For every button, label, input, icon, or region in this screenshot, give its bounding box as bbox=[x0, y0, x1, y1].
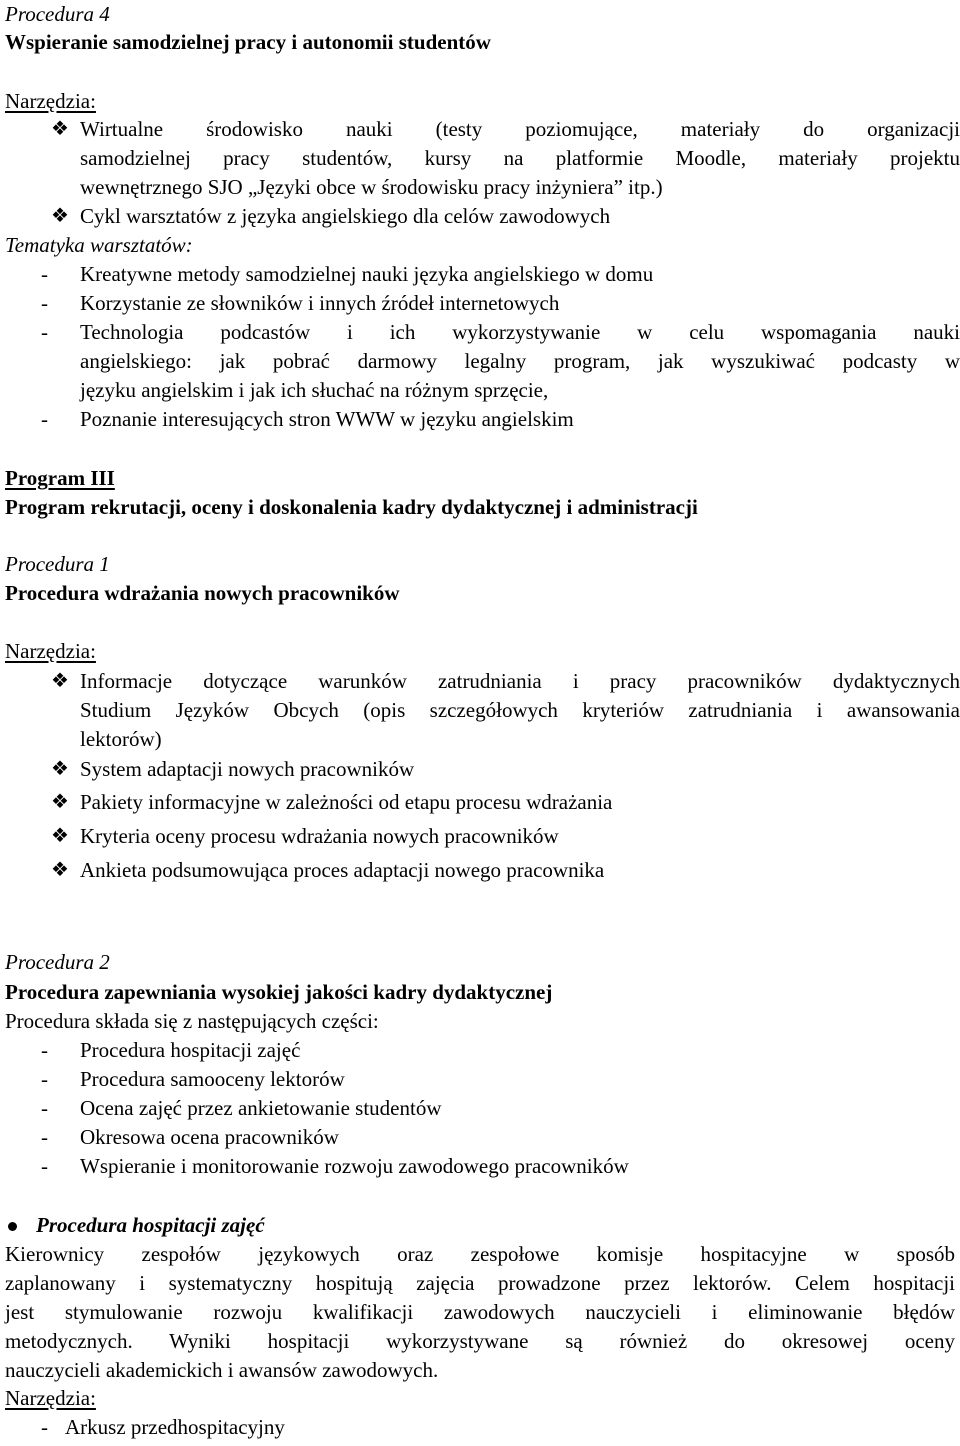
tool-item: Ankieta podsumowująca proces adaptacji nowego pracownika bbox=[80, 858, 605, 882]
dash-bullet: - bbox=[41, 1067, 48, 1091]
tool-item-line: Wirtualne środowisko nauki (testy poziomujące, materiały do organizacji bbox=[80, 117, 960, 141]
tool-item: System adaptacji nowych pracowników bbox=[80, 757, 415, 781]
procedure-title: Wspieranie samodzielnej pracy i autonomii studentów bbox=[5, 30, 491, 54]
dash-bullet: - bbox=[41, 1038, 48, 1062]
procedure-title: Procedura zapewniania wysokiej jakości kadry dydaktycznej bbox=[5, 980, 553, 1004]
tools-heading: Narzędzia: bbox=[5, 89, 96, 113]
tool-item-line: Studium Języków Obcych (opis szczegółowych kryteriów zatrudniania i awansowania bbox=[80, 698, 960, 722]
program-label: Program III bbox=[5, 466, 115, 490]
tool-item: Pakiety informacyjne w zależności od etapu procesu wdrażania bbox=[80, 790, 613, 814]
paragraph-line: jest stymulowanie rozwoju kwalifikacji zawodowych nauczycieli i eliminowanie błędów bbox=[5, 1300, 955, 1324]
tool-item-line: samodzielnej pracy studentów, kursy na platformie Moodle, materiały projektu bbox=[80, 146, 960, 170]
part-item: Okresowa ocena pracowników bbox=[80, 1125, 339, 1149]
procedure-title: Procedura wdrażania nowych pracowników bbox=[5, 581, 400, 605]
tool-item-line: Informacje dotyczące warunków zatrudniania i pracy pracowników dydaktycznych bbox=[80, 669, 960, 693]
topic-item: Kreatywne metody samodzielnej nauki języka angielskiego w domu bbox=[80, 262, 654, 286]
procedure-label: Procedura 1 bbox=[5, 552, 110, 576]
dash-bullet: - bbox=[41, 1154, 48, 1178]
procedure-label: Procedura 2 bbox=[5, 950, 110, 974]
dash-bullet: - bbox=[41, 291, 48, 315]
tool-item: Kryteria oceny procesu wdrażania nowych pracowników bbox=[80, 824, 559, 848]
paragraph-line: metodycznych. Wyniki hospitacji wykorzystywane są również do okresowej oceny bbox=[5, 1329, 955, 1353]
diamond-bullet-icon: ❖ bbox=[51, 823, 69, 847]
dash-bullet: - bbox=[41, 1096, 48, 1120]
program-title: Program rekrutacji, oceny i doskonalenia kadry dydaktycznej i administracji bbox=[5, 495, 698, 519]
dash-bullet: - bbox=[41, 320, 48, 344]
subsection-title: Procedura hospitacji zajęć bbox=[36, 1213, 265, 1237]
tool-item-line: wewnętrznego SJO „Języki obce w środowisku pracy inżyniera” itp.) bbox=[80, 175, 663, 199]
part-item: Procedura hospitacji zajęć bbox=[80, 1038, 301, 1062]
tool-item: Cykl warsztatów z języka angielskiego dla celów zawodowych bbox=[80, 204, 611, 228]
diamond-bullet-icon: ❖ bbox=[51, 756, 69, 780]
tool-item: Arkusz przedhospitacyjny bbox=[65, 1415, 285, 1439]
diamond-bullet-icon: ❖ bbox=[51, 857, 69, 881]
tools-heading: Narzędzia: bbox=[5, 1386, 96, 1410]
topic-item: Poznanie interesujących stron WWW w języku angielskim bbox=[80, 407, 574, 431]
part-item: Procedura samooceny lektorów bbox=[80, 1067, 345, 1091]
tool-item-line: lektorów) bbox=[80, 727, 162, 751]
diamond-bullet-icon: ❖ bbox=[51, 116, 69, 140]
topic-item-line: angielskiego: jak pobrać darmowy legalny program, jak wyszukiwać podcasty w bbox=[80, 349, 960, 373]
diamond-bullet-icon: ❖ bbox=[51, 668, 69, 692]
topic-item-line: Technologia podcastów i ich wykorzystywanie w celu wspomagania nauki bbox=[80, 320, 960, 344]
diamond-bullet-icon: ❖ bbox=[51, 789, 69, 813]
diamond-bullet-icon: ❖ bbox=[51, 203, 69, 227]
topic-item: Korzystanie ze słowników i innych źródeł internetowych bbox=[80, 291, 560, 315]
dash-bullet: - bbox=[41, 262, 48, 286]
section-intro: Procedura składa się z następujących części: bbox=[5, 1009, 379, 1033]
topics-heading: Tematyka warsztatów: bbox=[5, 233, 193, 257]
paragraph-line: nauczycieli akademickich i awansów zawodowych. bbox=[5, 1358, 439, 1382]
dash-bullet: - bbox=[41, 407, 48, 431]
paragraph-line: Kierownicy zespołów językowych oraz zespołowe komisje hospitacyjne w sposób bbox=[5, 1242, 955, 1266]
bullet-dot-icon bbox=[8, 1222, 17, 1231]
part-item: Wspieranie i monitorowanie rozwoju zawodowego pracowników bbox=[80, 1154, 629, 1178]
tools-heading: Narzędzia: bbox=[5, 639, 96, 663]
procedure-label: Procedura 4 bbox=[5, 2, 110, 26]
topic-item-line: języku angielskim i jak ich słuchać na różnym sprzęcie, bbox=[80, 378, 549, 402]
paragraph-line: zaplanowany i systematyczny hospitują zajęcia prowadzone przez lektorów. Celem hospitacji bbox=[5, 1271, 955, 1295]
dash-bullet: - bbox=[41, 1415, 48, 1439]
dash-bullet: - bbox=[41, 1125, 48, 1149]
part-item: Ocena zajęć przez ankietowanie studentów bbox=[80, 1096, 442, 1120]
